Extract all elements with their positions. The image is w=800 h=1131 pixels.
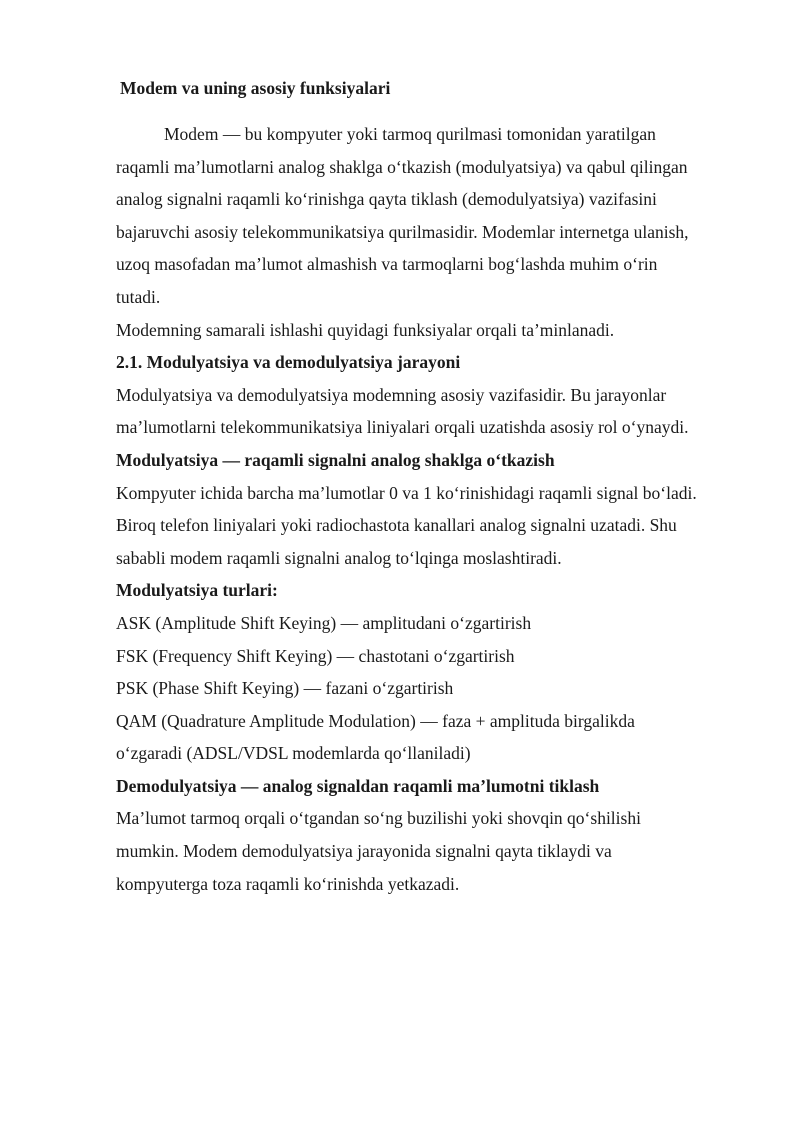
section-line: Modulyatsiya va demodulyatsiya modemning asosiy vazifasidir. Bu jarayonlar — [116, 384, 667, 405]
section-heading: 2.1. Modulyatsiya va demodulyatsiya jarayoni — [116, 352, 461, 373]
modulation-line: Kompyuter ichida barcha ma’lumotlar 0 va 1 ko‘rinishidagi raqamli signal bo‘ladi. — [116, 482, 697, 503]
intro-line: Modem — bu kompyuter yoki tarmoq qurilmasi tomonidan yaratilgan — [164, 124, 656, 144]
intro-line: analog signalni raqamli ko‘rinishga qayta tiklash (demodulyatsiya) vazifasini — [116, 189, 657, 210]
section-line: ma’lumotlarni telekommunikatsiya liniyalari orqali uzatishda asosiy rol o‘ynaydi. — [116, 417, 689, 438]
types-list-item: QAM (Quadrature Amplitude Modulation) — faza + amplituda birgalikda — [116, 710, 635, 731]
types-list — [116, 607, 766, 770]
demodulation-line: Ma’lumot tarmoq orqali o‘tgandan so‘ng buzilishi yoki shovqin qo‘shilishi — [116, 808, 641, 829]
document-body — [116, 72, 766, 900]
intro-line: tutadi. — [116, 286, 161, 307]
demodulation-heading: Demodulyatsiya — analog signaldan raqamli ma’lumotni tiklash — [116, 775, 600, 796]
document-title: Modem va uning asosiy funksiyalari — [120, 78, 391, 98]
section-paragraph — [116, 379, 766, 444]
intro-paragraph — [116, 118, 766, 314]
intro-line: bajaruvchi asosiy telekommunikatsiya qurilmasidir. Modemlar internetga ulanish, — [116, 221, 689, 242]
modulation-paragraph — [116, 477, 766, 575]
demodulation-paragraph — [116, 802, 766, 900]
types-list-item: ASK (Amplitude Shift Keying) — amplitudani o‘zgartirish — [116, 612, 532, 633]
types-list-item: o‘zgaradi (ADSL/VDSL modemlarda qo‘llaniladi) — [116, 743, 471, 764]
intro-line: uzoq masofadan ma’lumot almashish va tarmoqlarni bog‘lashda muhim o‘rin — [116, 254, 658, 275]
modulation-heading: Modulyatsiya — raqamli signalni analog shaklga o‘tkazish — [116, 449, 555, 470]
types-heading: Modulyatsiya turlari: — [116, 580, 278, 601]
functions-line: Modemning samarali ishlashi quyidagi funksiyalar orqali ta’minlanadi. — [116, 319, 615, 340]
types-list-item: PSK (Phase Shift Keying) — fazani o‘zgartirish — [116, 678, 454, 699]
demodulation-line: mumkin. Modem demodulyatsiya jarayonida signalni qayta tiklaydi va — [116, 841, 612, 862]
intro-line: raqamli ma’lumotlarni analog shaklga o‘tkazish (modulyatsiya) va qabul qilingan — [116, 156, 688, 177]
types-list-item: FSK (Frequency Shift Keying) — chastotani o‘zgartirish — [116, 645, 515, 666]
modulation-line: Biroq telefon liniyalari yoki radiochastota kanallari analog signalni uzatadi. Shu — [116, 515, 677, 536]
modulation-line: sababli modem raqamli signalni analog to‘lqinga moslashtiradi. — [116, 547, 562, 568]
demodulation-line: kompyuterga toza raqamli ko‘rinishda yetkazadi. — [116, 873, 460, 894]
